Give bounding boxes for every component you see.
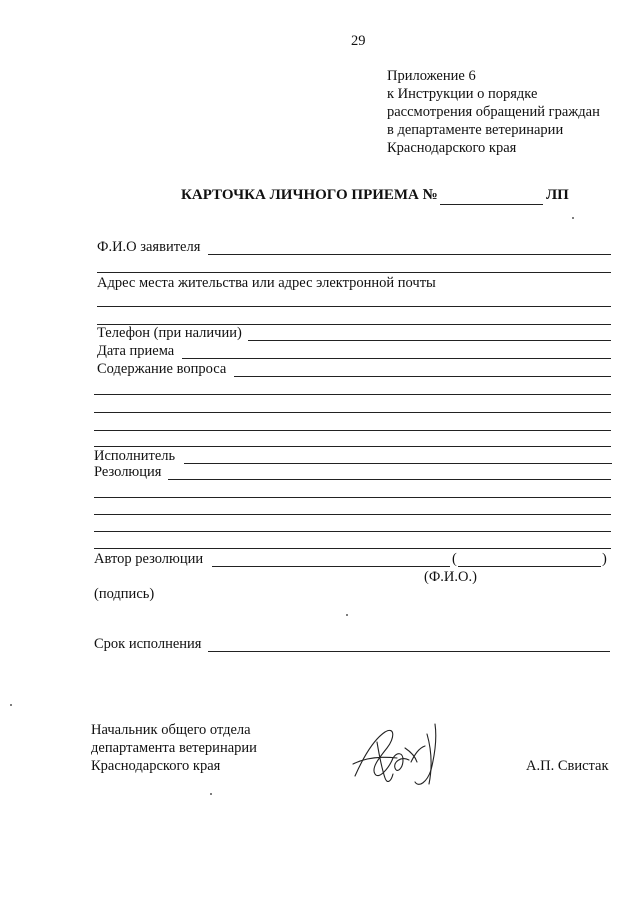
position-line-1: Начальник общего отдела	[91, 722, 251, 738]
appendix-line-5: Краснодарского края	[387, 140, 517, 156]
card-title: КАРТОЧКА ЛИЧНОГО ПРИЕМА №	[181, 187, 438, 203]
signature-caption: (подпись)	[94, 586, 155, 602]
phone-label: Телефон (при наличии)	[97, 325, 242, 341]
author-fio-field[interactable]	[458, 566, 601, 567]
executor-field[interactable]	[184, 463, 612, 464]
position-line-2: департамента ветеринарии	[91, 740, 257, 756]
speck	[346, 614, 348, 616]
content-field-4[interactable]	[94, 430, 611, 431]
speck	[210, 793, 212, 795]
appendix-line-4: в департаменте ветеринарии	[387, 122, 564, 138]
card-title-suffix: ЛП	[546, 187, 569, 203]
open-paren: (	[452, 551, 457, 567]
resolution-field-5[interactable]	[94, 548, 611, 549]
content-field-3[interactable]	[94, 412, 611, 413]
resolution-field-2[interactable]	[94, 497, 611, 498]
executor-label: Исполнитель	[94, 448, 176, 464]
date-label: Дата приема	[97, 343, 175, 359]
content-field-2[interactable]	[94, 394, 611, 395]
fio-caption: (Ф.И.О.)	[424, 569, 477, 585]
date-field[interactable]	[182, 358, 611, 359]
author-signature-field[interactable]	[212, 566, 450, 567]
resolution-label: Резолюция	[94, 464, 162, 480]
appendix-line-3: рассмотрения обращений граждан	[387, 104, 600, 120]
author-label: Автор резолюции	[94, 551, 204, 567]
handwritten-signature	[345, 718, 455, 793]
phone-field[interactable]	[248, 340, 611, 341]
address-field-1[interactable]	[97, 306, 611, 307]
appendix-line-2: к Инструкции о порядке	[387, 86, 538, 102]
content-field-1[interactable]	[234, 376, 611, 377]
page-number: 29	[351, 33, 366, 49]
close-paren: )	[602, 551, 607, 567]
fio-field-continuation[interactable]	[97, 272, 611, 273]
address-label: Адрес места жительства или адрес электронной почты	[97, 275, 436, 291]
content-label: Содержание вопроса	[97, 361, 227, 377]
deadline-label: Срок исполнения	[94, 636, 202, 652]
resolution-field-1[interactable]	[168, 479, 611, 480]
deadline-field[interactable]	[208, 651, 610, 652]
resolution-field-4[interactable]	[94, 531, 611, 532]
signer-name: А.П. Свистак	[526, 758, 609, 774]
content-field-5[interactable]	[94, 446, 611, 447]
speck	[10, 704, 12, 706]
speck	[572, 217, 574, 219]
card-number-field[interactable]	[440, 204, 543, 205]
position-line-3: Краснодарского края	[91, 758, 221, 774]
fio-field[interactable]	[208, 254, 611, 255]
appendix-line-1: Приложение 6	[387, 68, 476, 84]
fio-label: Ф.И.О заявителя	[97, 239, 201, 255]
resolution-field-3[interactable]	[94, 514, 611, 515]
